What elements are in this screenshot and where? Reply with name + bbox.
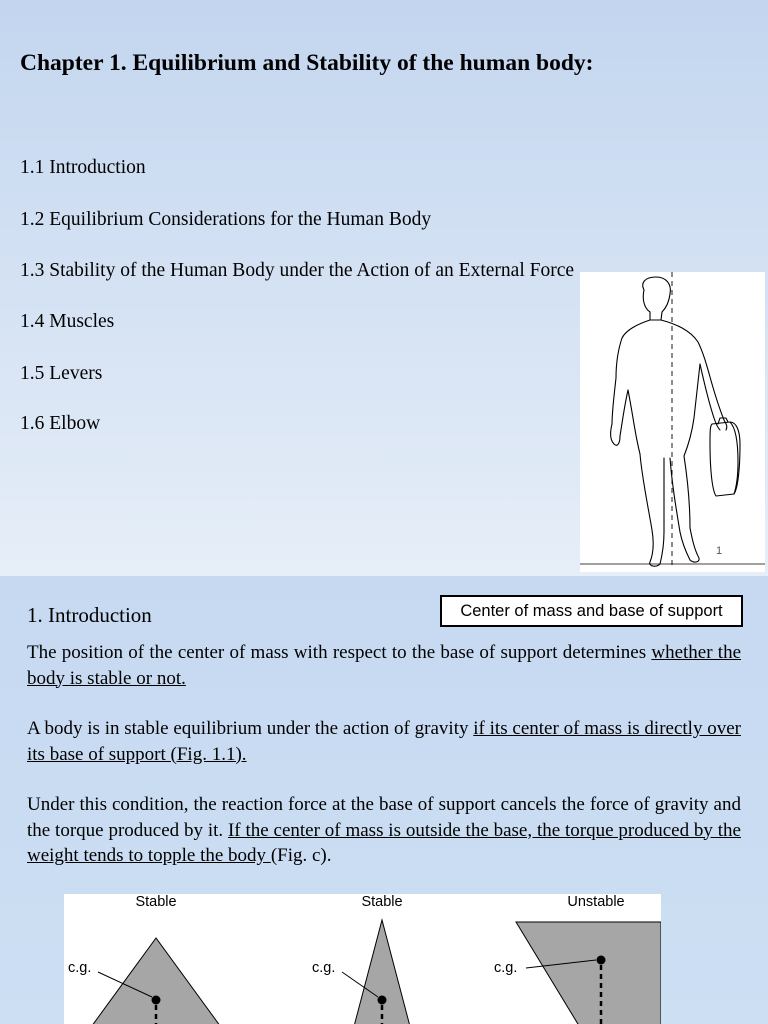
paragraph-2-text: A body is in stable equilibrium under the action of gravity xyxy=(27,718,474,739)
label-stable-2: Stable xyxy=(361,894,403,910)
callout-box: Center of mass and base of support xyxy=(440,595,743,627)
paragraph-3-text: Under this condition, the reaction force at the base of support cancels the force of gravity and the torque produced by it. xyxy=(27,794,741,841)
stability-figure xyxy=(64,894,661,1024)
unstable-tilted-shape xyxy=(494,922,661,1024)
cg-label-1: c.g. xyxy=(68,960,92,976)
paragraph-3 xyxy=(27,792,741,869)
section-heading: 1. Introduction xyxy=(27,603,152,627)
paragraph-3-underlined: If the center of mass is outside the base, the torque produced by the weight tends to topple the body xyxy=(27,819,741,866)
slide-2 xyxy=(0,576,768,1024)
paragraph-1-text: The position of the center of mass with respect to the base of support determines xyxy=(27,642,652,663)
toc-item-elbow: 1.6 Elbow xyxy=(20,413,101,434)
toc-item-muscles: 1.4 Muscles xyxy=(20,311,115,332)
label-stable-1: Stable xyxy=(135,894,177,910)
toc-item-stability: 1.3 Stability of the Human Body under the Action of an External Force xyxy=(20,260,575,281)
toc-item-introduction: 1.1 Introduction xyxy=(20,157,146,178)
human-figure-illustration xyxy=(580,272,765,572)
label-unstable: Unstable xyxy=(567,894,625,910)
cg-label-3: c.g. xyxy=(494,960,518,976)
toc-item-equilibrium: 1.2 Equilibrium Considerations for the Human Body xyxy=(20,209,432,230)
paragraph-3-tail: (Fig. c). xyxy=(270,845,332,866)
stability-diagram xyxy=(64,894,661,1024)
stable-wide-triangle xyxy=(68,938,226,1024)
paragraph-1 xyxy=(27,640,741,691)
toc-item-levers: 1.5 Levers xyxy=(20,363,103,384)
paragraph-1-underlined: whether the body is stable or not. xyxy=(27,642,742,689)
paragraph-2 xyxy=(27,716,741,767)
stable-narrow-triangle xyxy=(312,920,412,1024)
figure-number: 1 xyxy=(716,545,723,557)
chapter-title: Chapter 1. Equilibrium and Stability of the human body: xyxy=(20,50,594,76)
cg-label-2: c.g. xyxy=(312,960,336,976)
paragraph-2-underlined: if its center of mass is directly over its base of support (Fig. 1.1). xyxy=(27,718,741,765)
person-carrying-suitcase-drawing xyxy=(580,272,765,572)
